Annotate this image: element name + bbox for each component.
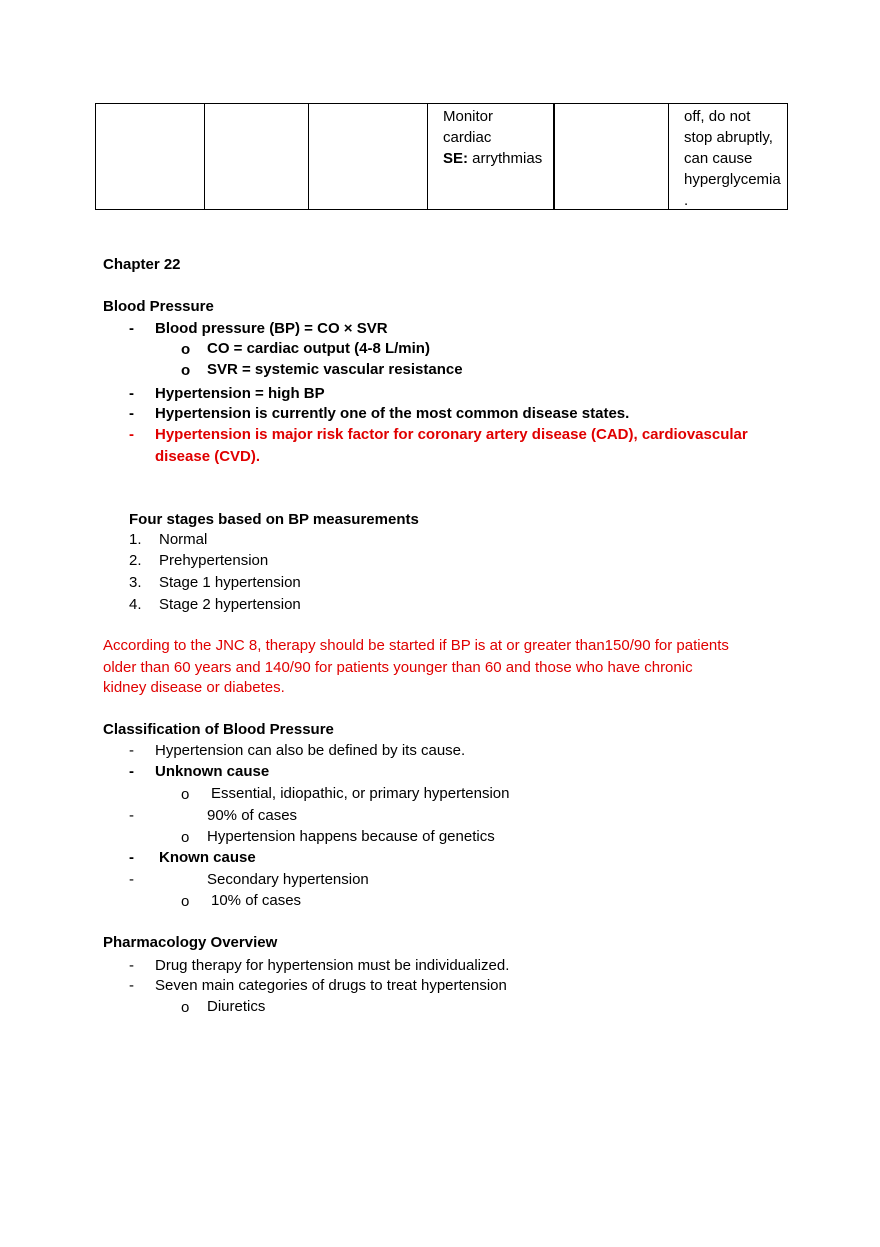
list-item: 90% of cases [207,807,298,824]
stage-item: Prehypertension [159,552,269,569]
side-effect-value: arrythmias [468,150,543,167]
table-column-divider [204,104,205,209]
list-item: Unknown cause [155,763,270,780]
dash-bullet: - [129,849,134,866]
dash-bullet: - [129,871,134,888]
dash-bullet: - [129,385,134,402]
list-number: 2. [129,552,142,569]
stages-heading: Four stages based on BP measurements [129,511,419,528]
drug-table-fragment [95,103,788,210]
section-heading-pharmacology: Pharmacology Overview [103,934,278,951]
dash-bullet: - [129,763,134,780]
cell-text: Monitor [443,108,494,125]
side-effect-label: SE: [443,150,469,167]
dash-bullet: - [129,957,134,974]
list-subitem: Diuretics [207,998,266,1015]
jnc-paragraph-line: According to the JNC 8, therapy should be started if BP is at or greater than150/90 for patients [103,637,729,654]
jnc-paragraph-line: kidney disease or diabetes. [103,679,285,696]
list-number: 3. [129,574,142,591]
list-subitem: 10% of cases [211,892,302,909]
circle-bullet: o [181,786,190,803]
list-subitem: CO = cardiac output (4-8 L/min) [207,340,430,357]
cell-text: stop abruptly, [684,129,773,146]
section-heading-classification: Classification of Blood Pressure [103,721,334,738]
list-subitem: SVR = systemic vascular resistance [207,361,463,378]
table-column-divider [668,104,669,209]
list-subitem: Essential, idiopathic, or primary hypertension [211,785,510,802]
list-subitem: Hypertension happens because of genetics [207,828,495,845]
side-effect-line [443,148,542,169]
circle-bullet: o [181,999,190,1016]
jnc-paragraph-line: older than 60 years and 140/90 for patients younger than 60 and those who have chronic [103,659,693,676]
circle-bullet: o [181,341,191,358]
cell-text: . [684,192,689,209]
list-item-highlight: disease (CVD). [155,448,261,465]
list-number: 1. [129,531,142,548]
table-column-divider [308,104,309,209]
table-column-divider [553,104,555,209]
cell-text: cardiac [443,129,492,146]
list-item: Seven main categories of drugs to treat hypertension [155,977,507,994]
stage-item: Stage 1 hypertension [159,574,301,591]
list-number: 4. [129,596,142,613]
list-item: Hypertension = high BP [155,385,325,402]
cell-text: hyperglycemia [684,171,781,188]
cell-text: off, do not [684,108,751,125]
dash-bullet: - [129,977,134,994]
list-item: Hypertension can also be defined by its cause. [155,742,466,759]
list-item: Secondary hypertension [207,871,369,888]
stage-item: Stage 2 hypertension [159,596,301,613]
table-cell-monitoring [443,106,542,169]
stage-item: Normal [159,531,208,548]
circle-bullet: o [181,829,190,846]
chapter-title: Chapter 22 [103,256,181,273]
dash-bullet: - [129,742,134,759]
section-heading-blood-pressure: Blood Pressure [103,298,214,315]
cell-text: can cause [684,150,753,167]
dash-bullet: - [129,807,134,824]
circle-bullet: o [181,893,190,910]
dash-bullet: - [129,426,134,443]
dash-bullet: - [129,405,134,422]
table-cell-notes [684,106,781,211]
table-column-divider [427,104,428,209]
list-item-highlight: Hypertension is major risk factor for coronary artery disease (CAD), cardiovascular [155,426,748,443]
list-item: Hypertension is currently one of the most common disease states. [155,405,630,422]
list-item: Known cause [159,849,256,866]
dash-bullet: - [129,320,134,337]
circle-bullet: o [181,362,191,379]
list-item: Blood pressure (BP) = CO × SVR [155,320,388,337]
list-item: Drug therapy for hypertension must be individualized. [155,957,510,974]
